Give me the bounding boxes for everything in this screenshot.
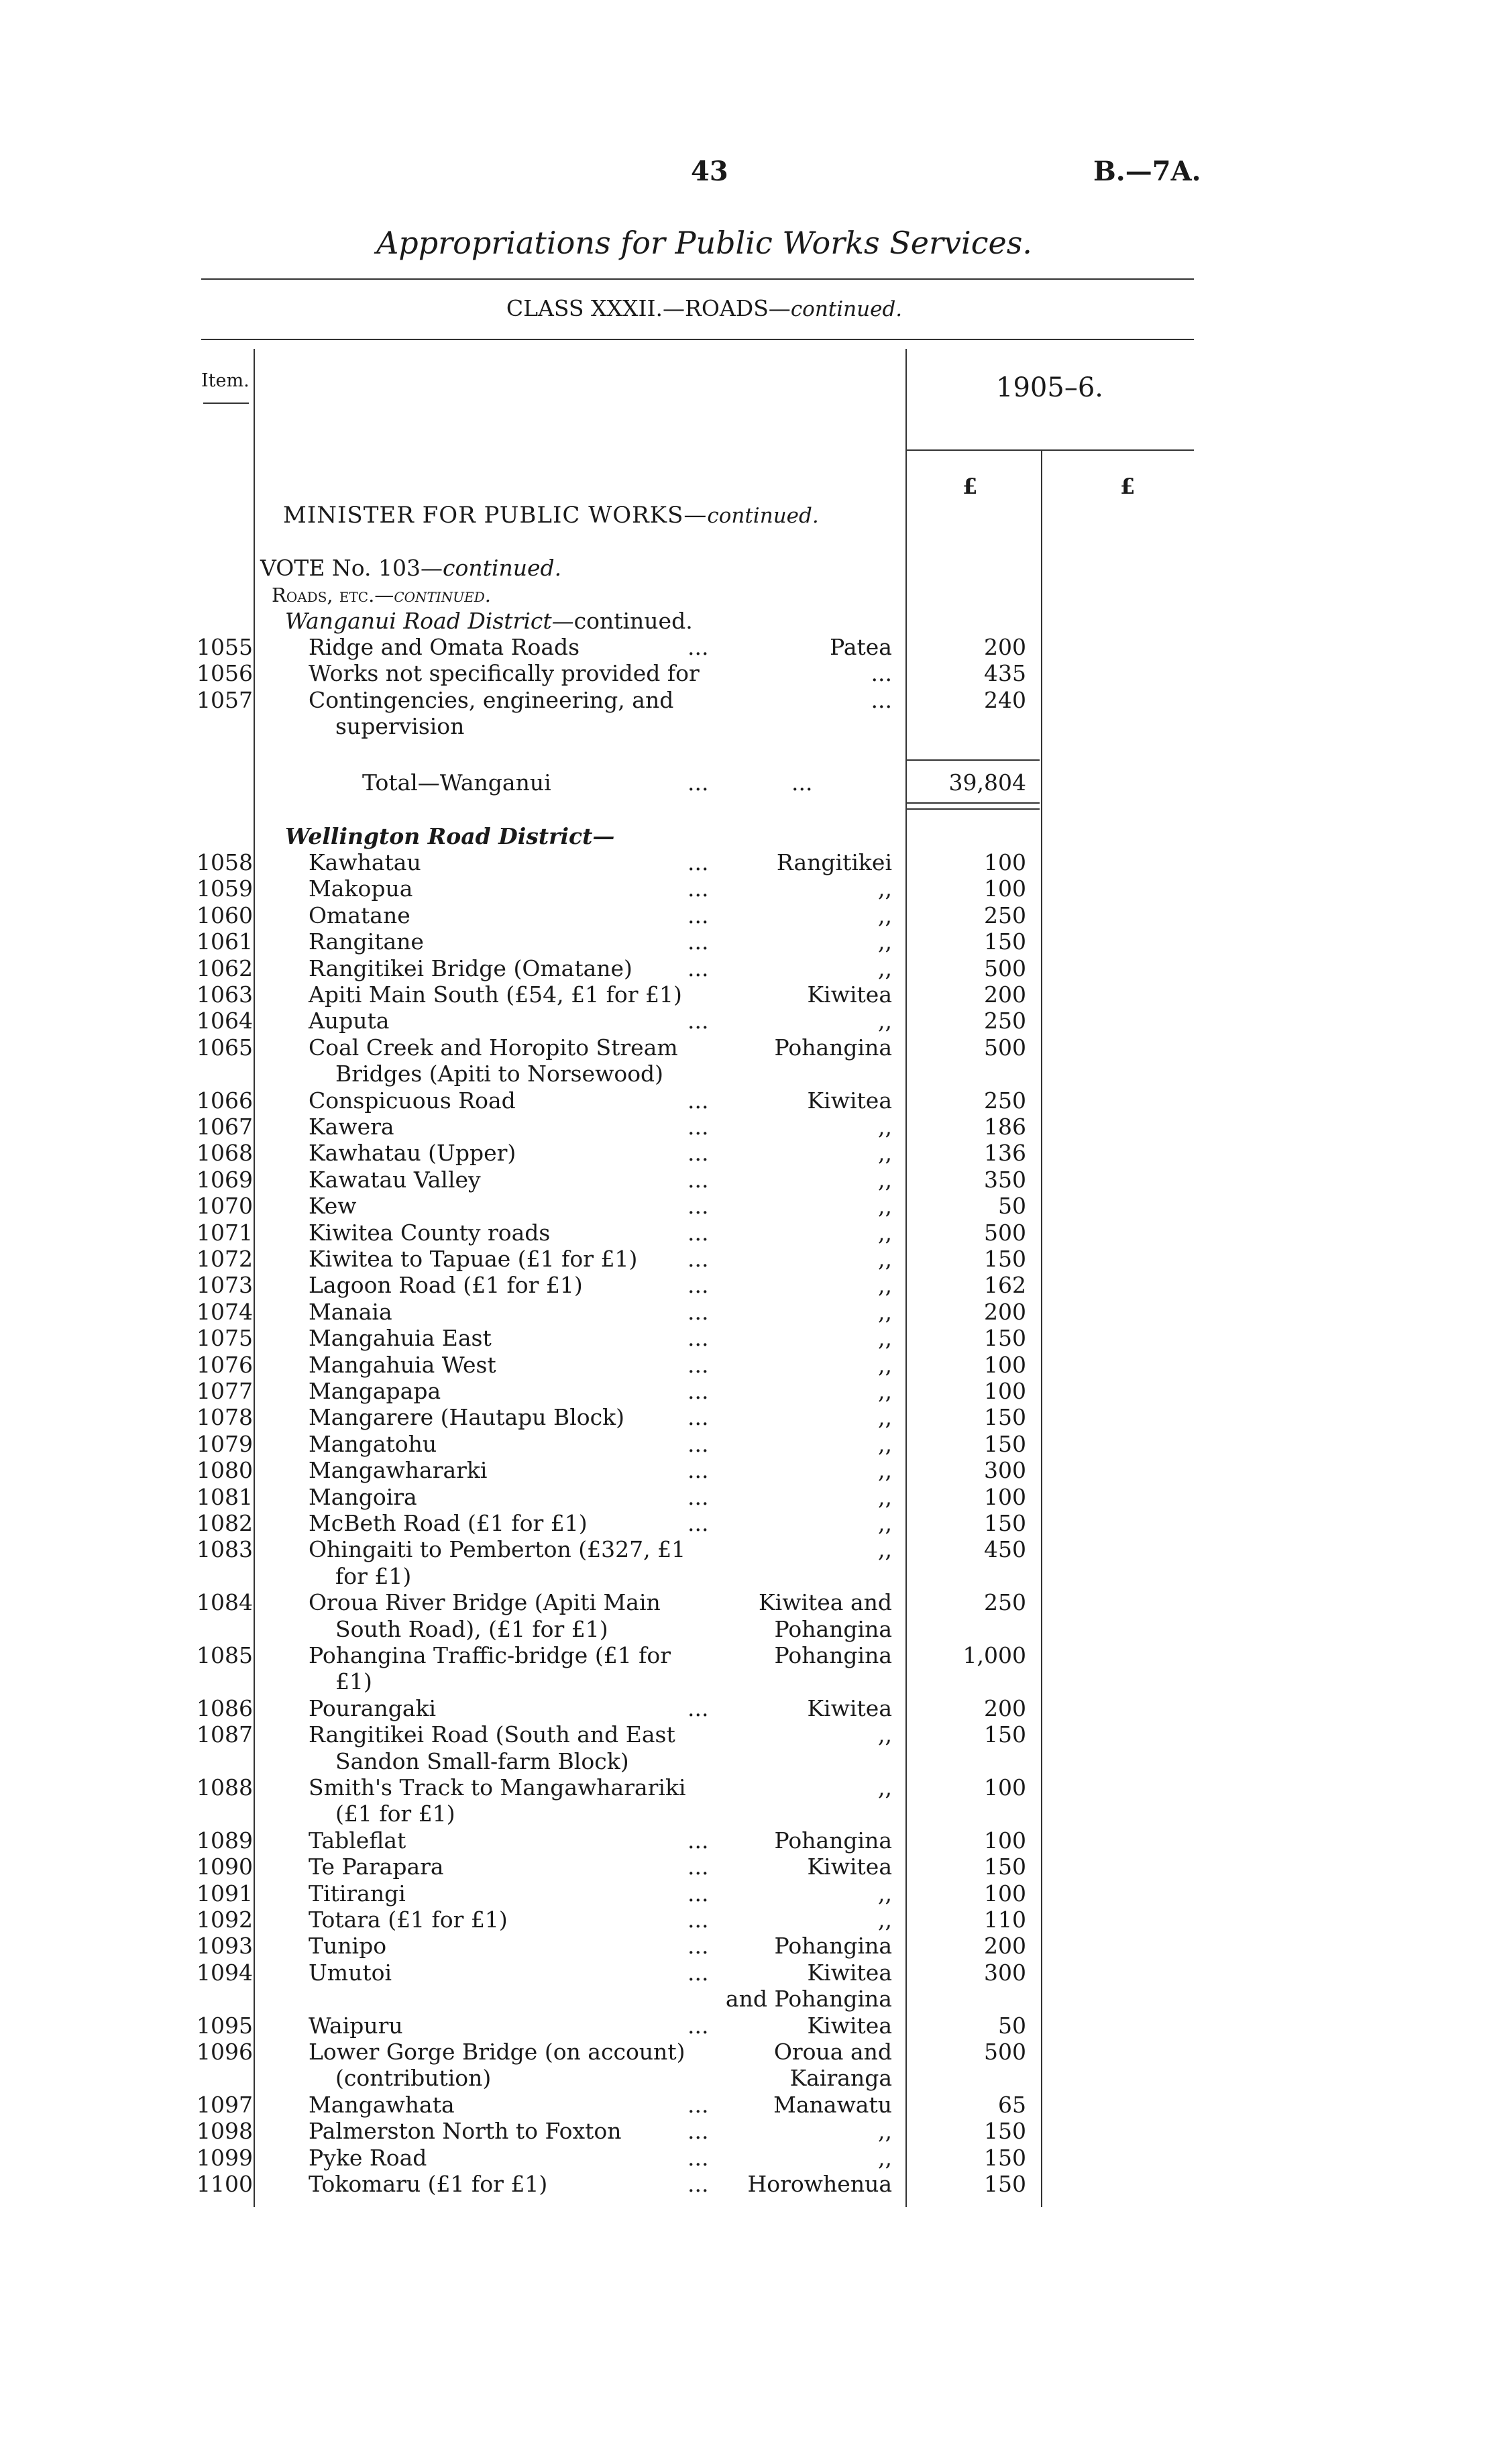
- item-number: 1079: [197, 1430, 253, 1457]
- item-amount: 350: [984, 1166, 1026, 1193]
- item-locality: ,,: [878, 1193, 892, 1220]
- item-number: 1078: [197, 1404, 253, 1431]
- wanganui-district-name: Wanganui Road District—: [285, 608, 574, 634]
- item-locality-continued: Pohangina: [774, 1615, 892, 1642]
- item-locality: ,,: [878, 1008, 892, 1034]
- item-description: Mangawhararki: [309, 1457, 488, 1484]
- item-description: Titirangi: [309, 1880, 406, 1907]
- item-locality: ,,: [878, 1536, 892, 1563]
- item-description: Mangatohu: [309, 1430, 437, 1457]
- item-locality: ,,: [878, 1219, 892, 1246]
- locality-column-rule: [905, 349, 907, 2207]
- item-amount: 50: [998, 1193, 1026, 1220]
- class-heading: [0, 295, 1409, 321]
- item-number: 1092: [197, 1907, 253, 1933]
- item-description: Tunipo: [309, 1933, 387, 1960]
- item-locality: ,,: [878, 902, 892, 928]
- item-locality: ,,: [878, 1272, 892, 1299]
- item-description: Apiti Main South (£54, £1 for £1): [309, 981, 682, 1008]
- leader-dots: ...: [687, 849, 709, 875]
- item-amount: 500: [984, 955, 1026, 981]
- minister-heading: [283, 502, 819, 529]
- vote-heading: [260, 555, 561, 581]
- item-number: 1088: [197, 1774, 253, 1801]
- item-number: 1067: [197, 1114, 253, 1140]
- item-locality: Kiwitea: [807, 1854, 892, 1880]
- item-number: 1093: [197, 1933, 253, 1960]
- item-number: 1056: [197, 660, 253, 687]
- item-amount: 500: [984, 1034, 1026, 1061]
- item-amount: 100: [984, 1351, 1026, 1378]
- leader-dots: ...: [687, 1193, 709, 1220]
- leader-dots: ...: [687, 2144, 709, 2171]
- item-locality: Pohangina: [774, 1034, 892, 1061]
- item-description: Kawatau Valley: [309, 1166, 481, 1193]
- item-locality: Rangitikei: [776, 849, 892, 875]
- item-description: Conspicuous Road: [309, 1087, 516, 1114]
- item-description: Lower Gorge Bridge (on account): [309, 2039, 685, 2065]
- item-locality: ,,: [878, 875, 892, 902]
- leader-dots: ...: [687, 955, 709, 981]
- vote-heading-cont: continued.: [443, 555, 562, 581]
- item-description-continued: (contribution): [335, 2065, 492, 2092]
- page-number: 43: [691, 156, 728, 187]
- item-number: 1077: [197, 1378, 253, 1404]
- leader-dots: ...: [687, 1457, 709, 1484]
- item-amount: 450: [984, 1536, 1026, 1563]
- item-description: Smith's Track to Mangawhararikі: [309, 1774, 686, 1801]
- item-amount: 162: [984, 1272, 1026, 1299]
- item-amount: 250: [984, 1087, 1026, 1114]
- item-amount: 150: [984, 1246, 1026, 1272]
- leader-dots: ...: [687, 1166, 709, 1193]
- item-amount: 186: [984, 1114, 1026, 1140]
- item-number: 1089: [197, 1827, 253, 1854]
- title-divider: [201, 278, 1194, 280]
- class-heading-cont: continued.: [790, 297, 903, 321]
- item-description: Pohangina Traffic-bridge (£1 for: [309, 1642, 671, 1668]
- leader-dots: ...: [687, 1140, 709, 1167]
- item-locality: Kiwitea: [807, 2012, 892, 2039]
- item-number: 1074: [197, 1298, 253, 1325]
- item-description: Kew: [309, 1193, 357, 1220]
- item-number: 1086: [197, 1695, 253, 1721]
- item-number: 1091: [197, 1880, 253, 1907]
- item-number: 1063: [197, 981, 253, 1008]
- item-amount: 110: [984, 1907, 1026, 1933]
- item-description: Umutoi: [309, 1959, 392, 1986]
- item-description: Ohingaiti to Pemberton (£327, £1: [309, 1536, 686, 1563]
- item-number: 1061: [197, 928, 253, 955]
- item-amount: 200: [984, 634, 1026, 660]
- item-number: 1066: [197, 1087, 253, 1114]
- item-number: 1095: [197, 2012, 253, 2039]
- item-amount: 200: [984, 981, 1026, 1008]
- item-number: 1062: [197, 955, 253, 981]
- item-description: Tableflat: [309, 1827, 406, 1854]
- item-description-continued: Sandon Small-farm Block): [335, 1748, 629, 1774]
- item-description: McBeth Road (£1 for £1): [309, 1510, 588, 1536]
- item-locality: ,,: [878, 1140, 892, 1167]
- item-locality: ,,: [878, 928, 892, 955]
- item-number: 1100: [197, 2171, 253, 2197]
- total-amount: 39,804: [948, 769, 1026, 796]
- item-amount: 150: [984, 928, 1026, 955]
- item-number: 1080: [197, 1457, 253, 1484]
- item-description: Rangitikei Bridge (Omatane): [309, 955, 632, 981]
- item-locality-continued: Kairanga: [789, 2065, 892, 2092]
- item-description-continued: Bridges (Apiti to Norsewood): [335, 1061, 664, 1087]
- roads-heading-cont: continued.: [394, 584, 491, 606]
- item-number: 1065: [197, 1034, 253, 1061]
- item-amount: 65: [998, 2091, 1026, 2118]
- item-amount: 1,000: [962, 1642, 1026, 1668]
- item-description-continued: supervision: [335, 713, 465, 740]
- item-locality: Kiwitea and: [758, 1589, 892, 1616]
- item-description: Auputa: [309, 1008, 390, 1034]
- item-number: 1059: [197, 875, 253, 902]
- item-locality: ,,: [878, 1166, 892, 1193]
- item-amount: 150: [984, 1430, 1026, 1457]
- year-column-header: 1905–6.: [996, 372, 1103, 403]
- item-number: 1075: [197, 1325, 253, 1352]
- leader-dots: ...: [687, 1298, 709, 1325]
- item-description: Mangarere (Hautapu Block): [309, 1404, 625, 1431]
- leader-dots: ...: [687, 1854, 709, 1880]
- leader-dots: ...: [687, 634, 709, 660]
- item-number: 1082: [197, 1510, 253, 1536]
- item-description-continued: South Road), (£1 for £1): [335, 1615, 608, 1642]
- document-title: Appropriations for Public Works Services.: [376, 225, 1032, 261]
- total-top-rule: [907, 759, 1040, 761]
- item-amount: 200: [984, 1695, 1026, 1721]
- leader-dots: ...: [687, 1880, 709, 1907]
- item-number: 1094: [197, 1959, 253, 1986]
- leader-dots: ...: [687, 902, 709, 928]
- item-column-header: Item.: [201, 370, 250, 391]
- item-number: 1064: [197, 1008, 253, 1034]
- item-description: Mangapapa: [309, 1378, 441, 1404]
- item-amount: 136: [984, 1140, 1026, 1167]
- total-label: Total—Wanganui: [362, 769, 551, 796]
- item-amount: 150: [984, 2171, 1026, 2197]
- item-amount: 300: [984, 1457, 1026, 1484]
- item-description: Ridge and Omata Roads: [309, 634, 580, 660]
- item-number: 1090: [197, 1854, 253, 1880]
- item-locality: Pohangina: [774, 1933, 892, 1960]
- amount-column-rule: [1041, 449, 1042, 2207]
- leader-dots: ...: [687, 928, 709, 955]
- item-number: 1072: [197, 1246, 253, 1272]
- item-locality: ,,: [878, 1774, 892, 1801]
- item-amount: 100: [984, 875, 1026, 902]
- item-description: Pourangaki: [309, 1695, 437, 1721]
- item-description: Te Parapara: [309, 1854, 444, 1880]
- wanganui-district-cont: continued.: [573, 608, 693, 634]
- item-description: Works not specifically provided for: [309, 660, 700, 687]
- item-amount: 100: [984, 1827, 1026, 1854]
- item-locality: ,,: [878, 1483, 892, 1510]
- item-amount: 240: [984, 686, 1026, 713]
- currency-label-2: £: [1120, 474, 1136, 499]
- item-amount: 150: [984, 1721, 1026, 1748]
- item-locality: ,,: [878, 1351, 892, 1378]
- item-amount: 300: [984, 1959, 1026, 1986]
- item-number: 1068: [197, 1140, 253, 1167]
- item-number: 1084: [197, 1589, 253, 1616]
- item-locality: Pohangina: [774, 1642, 892, 1668]
- item-description: Mangahuia East: [309, 1325, 492, 1352]
- roads-heading-main: Roads, etc.—: [272, 584, 394, 606]
- item-number: 1085: [197, 1642, 253, 1668]
- leader-dots: ...: [687, 2012, 709, 2039]
- leader-dots: ...: [687, 1087, 709, 1114]
- item-locality: Kiwitea: [807, 1959, 892, 1986]
- leader-dots: ...: [687, 1008, 709, 1034]
- leader-dots: ...: [687, 1430, 709, 1457]
- item-locality: Kiwitea: [807, 981, 892, 1008]
- item-locality: Manawatu: [773, 2091, 892, 2118]
- minister-heading-cont: continued.: [707, 504, 819, 528]
- item-description: Kawera: [309, 1114, 394, 1140]
- item-number: 1087: [197, 1721, 253, 1748]
- item-locality: ,,: [878, 2118, 892, 2145]
- item-locality: Kiwitea: [807, 1087, 892, 1114]
- item-number: 1076: [197, 1351, 253, 1378]
- item-number: 1073: [197, 1272, 253, 1299]
- item-amount: 150: [984, 2118, 1026, 2145]
- item-description: Mangoira: [309, 1483, 417, 1510]
- item-locality: ,,: [878, 955, 892, 981]
- item-number: 1098: [197, 2118, 253, 2145]
- item-description: Waipuru: [309, 2012, 403, 2039]
- item-description: Manaia: [309, 1298, 392, 1325]
- item-amount: 50: [998, 2012, 1026, 2039]
- item-locality-continued: and Pohangina: [725, 1986, 892, 2013]
- item-number: 1070: [197, 1193, 253, 1220]
- item-amount: 435: [984, 660, 1026, 687]
- leader-dots: ...: [687, 1404, 709, 1431]
- item-amount: 500: [984, 2039, 1026, 2065]
- item-description: Contingencies, engineering, and: [309, 686, 674, 713]
- total-bottom-rule: [907, 802, 1040, 804]
- item-number: 1071: [197, 1219, 253, 1246]
- item-description: Rangitikei Road (South and East: [309, 1721, 675, 1748]
- leader-dots: ...: [687, 1959, 709, 1986]
- item-amount: 150: [984, 2144, 1026, 2171]
- item-number: 1097: [197, 2091, 253, 2118]
- item-description: Oroua River Bridge (Apiti Main: [309, 1589, 661, 1616]
- item-description: Palmerston North to Foxton: [309, 2118, 622, 2145]
- leader-dots: ...: [687, 1219, 709, 1246]
- leader-dots: ...: [687, 1114, 709, 1140]
- item-description: Lagoon Road (£1 for £1): [309, 1272, 583, 1299]
- leader-dots: ...: [687, 1510, 709, 1536]
- item-description: Mangahuia West: [309, 1351, 496, 1378]
- item-amount: 100: [984, 1378, 1026, 1404]
- leader-dots: ...: [687, 1272, 709, 1299]
- vote-heading-main: VOTE No. 103—: [260, 555, 443, 581]
- item-locality: ...: [871, 686, 892, 713]
- item-description: Kiwitea County roads: [309, 1219, 551, 1246]
- item-locality: ,,: [878, 1404, 892, 1431]
- item-amount: 150: [984, 1854, 1026, 1880]
- total-dots-2: ...: [791, 769, 813, 796]
- leader-dots: ...: [687, 1907, 709, 1933]
- leader-dots: ...: [687, 1325, 709, 1352]
- leader-dots: ...: [687, 1246, 709, 1272]
- item-description: Pyke Road: [309, 2144, 427, 2171]
- leader-dots: ...: [687, 1483, 709, 1510]
- wanganui-district-heading: [285, 608, 693, 634]
- total-bottom-rule-2: [907, 808, 1040, 810]
- item-amount: 250: [984, 1589, 1026, 1616]
- item-amount: 250: [984, 1008, 1026, 1034]
- item-column-rule: [254, 349, 255, 2207]
- item-number: 1058: [197, 849, 253, 875]
- item-description: Rangitane: [309, 928, 424, 955]
- item-amount: 500: [984, 1219, 1026, 1246]
- item-description: Tokomaru (£1 for £1): [309, 2171, 548, 2197]
- leader-dots: ...: [687, 2091, 709, 2118]
- leader-dots: ...: [687, 875, 709, 902]
- item-number: 1099: [197, 2144, 253, 2171]
- item-description: Omatane: [309, 902, 410, 928]
- item-amount: 250: [984, 902, 1026, 928]
- item-number: 1096: [197, 2039, 253, 2065]
- leader-dots: ...: [687, 1933, 709, 1960]
- item-locality: Patea: [830, 634, 892, 660]
- item-description-continued: (£1 for £1): [335, 1801, 455, 1827]
- item-locality: ,,: [878, 1510, 892, 1536]
- item-description: Totara (£1 for £1): [309, 1907, 508, 1933]
- year-header-rule: [905, 449, 1194, 451]
- item-number: 1060: [197, 902, 253, 928]
- item-locality: ,,: [878, 1907, 892, 1933]
- leader-dots: ...: [687, 1695, 709, 1721]
- item-locality: Kiwitea: [807, 1695, 892, 1721]
- leader-dots: ...: [687, 1351, 709, 1378]
- item-description: Kawhatau (Upper): [309, 1140, 516, 1167]
- item-locality: ,,: [878, 1880, 892, 1907]
- leader-dots: ...: [687, 1378, 709, 1404]
- document-code: B.—7A.: [1093, 156, 1201, 187]
- item-header-rule: [203, 403, 249, 404]
- wellington-district-heading: Wellington Road District—: [285, 823, 615, 849]
- item-locality: ,,: [878, 2144, 892, 2171]
- item-description: Makopua: [309, 875, 413, 902]
- item-amount: 200: [984, 1298, 1026, 1325]
- leader-dots: ...: [687, 2118, 709, 2145]
- item-description: Kawhatau: [309, 849, 421, 875]
- item-locality: ,,: [878, 1721, 892, 1748]
- minister-heading-main: MINISTER FOR PUBLIC WORKS—: [283, 502, 708, 529]
- item-locality: ,,: [878, 1114, 892, 1140]
- table-top-rule: [201, 339, 1194, 340]
- item-amount: 150: [984, 1404, 1026, 1431]
- item-description-continued: for £1): [335, 1562, 412, 1589]
- item-amount: 100: [984, 1774, 1026, 1801]
- class-heading-main: CLASS XXXII.—ROADS—: [506, 295, 791, 321]
- item-description: Kiwitea to Tapuae (£1 for £1): [309, 1246, 638, 1272]
- currency-label-1: £: [962, 474, 978, 499]
- item-amount: 150: [984, 1325, 1026, 1352]
- item-locality: ...: [871, 660, 892, 687]
- item-description: Coal Creek and Horopito Stream: [309, 1034, 678, 1061]
- item-description: Mangawhata: [309, 2091, 455, 2118]
- item-number: 1081: [197, 1483, 253, 1510]
- item-locality: ,,: [878, 1325, 892, 1352]
- item-locality: ,,: [878, 1457, 892, 1484]
- item-amount: 100: [984, 1880, 1026, 1907]
- item-locality: ,,: [878, 1246, 892, 1272]
- item-locality: ,,: [878, 1298, 892, 1325]
- item-number: 1055: [197, 634, 253, 660]
- item-description-continued: £1): [335, 1668, 372, 1695]
- total-dots: ...: [687, 769, 709, 796]
- roads-heading: [272, 582, 491, 608]
- item-amount: 200: [984, 1933, 1026, 1960]
- item-amount: 100: [984, 1483, 1026, 1510]
- item-number: 1057: [197, 686, 253, 713]
- item-locality: Oroua and: [773, 2039, 892, 2065]
- item-number: 1083: [197, 1536, 253, 1563]
- item-locality: ,,: [878, 1430, 892, 1457]
- leader-dots: ...: [687, 2171, 709, 2197]
- item-amount: 100: [984, 849, 1026, 875]
- item-locality: ,,: [878, 1378, 892, 1404]
- item-locality: Horowhenua: [747, 2171, 892, 2197]
- item-number: 1069: [197, 1166, 253, 1193]
- item-locality: Pohangina: [774, 1827, 892, 1854]
- leader-dots: ...: [687, 1827, 709, 1854]
- item-amount: 150: [984, 1510, 1026, 1536]
